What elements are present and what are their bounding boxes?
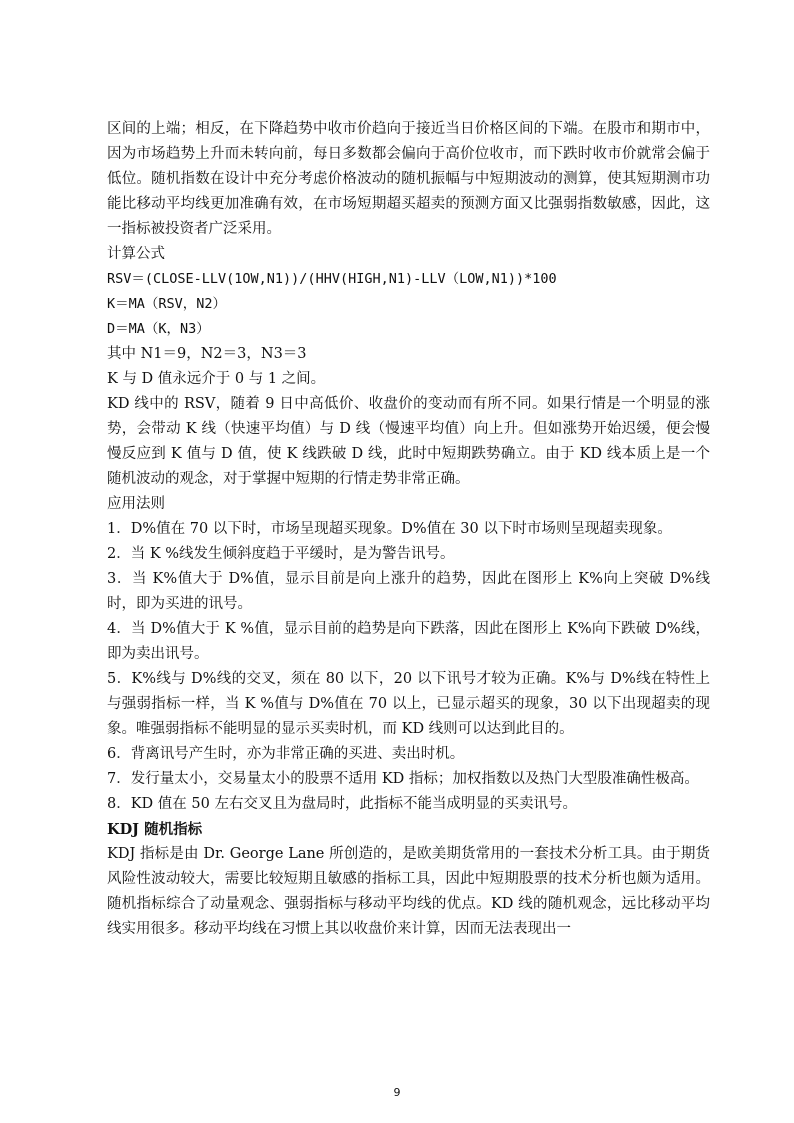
rule-item: 8．KD 值在 50 左右交叉且为盘局时，此指标不能当成明显的买卖讯号。 xyxy=(107,796,577,812)
document-body xyxy=(107,117,710,942)
rule-item: 7．发行量太小，交易量太小的股票不适用 KD 指标；加权指数以及热门大型股准确性极高。 xyxy=(107,771,699,787)
formula-rsv: RSV＝(CLOSE-LLV(1OW,N1))/(HHV(HIGH,N1)-LLV（LOW,N1))*100 xyxy=(107,271,557,287)
page-number: 9 xyxy=(393,1086,401,1099)
rule-item: 2．当 K %线发生倾斜度趋于平缓时，是为警告讯号。 xyxy=(107,546,455,562)
formula-params: 其中 N1＝9，N2＝3，N3＝3 xyxy=(107,346,307,362)
kdj-heading: KDJ 随机指标 xyxy=(107,821,203,838)
formula-d: D＝MA（K，N3） xyxy=(107,321,210,337)
kd-explanation: KD 线中的 RSV，随着 9 日中高低价、收盘价的变动而有所不同。如果行情是一个明显的涨势，会带动 K 线（快速平均值）与 D 线（慢速平均值）向上升。但如涨势开始迟缓，便会慢慢反应到 K 值与 D 值，使 K 线跌破 D 线，此时中短期跌势确立。由于 KD 线本质上是一个随机波动的观念，对于掌握中短期的行情走势非常正确。 xyxy=(107,396,710,487)
range-note: K 与 D 值永远介于 0 与 1 之间。 xyxy=(107,371,326,387)
formula-k: K＝MA（RSV，N2） xyxy=(107,296,227,312)
rule-item: 3．当 K%值大于 D%值，显示目前是向上涨升的趋势，因此在图形上 K%向上突破 D%线时，即为买进的讯号。 xyxy=(107,571,710,612)
rule-item: 5．K%线与 D%线的交叉，须在 80 以下，20 以下讯号才较为正确。K%与 D%线在特性上与强弱指标一样，当 K %值与 D%值在 70 以上，已显示超买的现象，30 以下出现超卖的现象。唯强弱指标不能明显的显示买卖时机，而 KD 线则可以达到此目的。 xyxy=(107,671,710,737)
rules-heading: 应用法则 xyxy=(107,496,165,512)
rule-item: 4．当 D%值大于 K %值，显示目前的趋势是向下跌落，因此在图形上 K%向下跌破 D%线，即为卖出讯号。 xyxy=(107,621,710,662)
kdj-paragraph: KDJ 指标是由 Dr. George Lane 所创造的，是欧美期货常用的一套技术分析工具。由于期货风险性波动较大，需要比较短期且敏感的指标工具，因此中短期股票的技术分析也颇为适用。随机指标综合了动量观念、强弱指标与移动平均线的优点。KD 线的随机观念，远比移动平均线实用很多。移动平均线在习惯上其以收盘价来计算，因而无法表现出一 xyxy=(107,846,710,937)
intro-paragraph: 区间的上端；相反，在下降趋势中收市价趋向于接近当日价格区间的下端。在股市和期市中，因为市场趋势上升而未转向前，每日多数都会偏向于高价位收市，而下跌时收市价就常会偏于低位。随机指数在设计中充分考虑价格波动的随机振幅与中短期波动的测算，使其短期测市功能比移动平均线更加准确有效，在市场短期超买超卖的预测方面又比强弱指数敏感，因此，这一指标被投资者广泛采用。 xyxy=(107,121,710,237)
rule-item: 1．D%值在 70 以下时，市场呈现超买现象。D%值在 30 以下时市场则呈现超卖现象。 xyxy=(107,521,672,537)
formula-heading: 计算公式 xyxy=(107,246,165,262)
rule-item: 6．背离讯号产生时，亦为非常正确的买进、卖出时机。 xyxy=(107,746,465,762)
